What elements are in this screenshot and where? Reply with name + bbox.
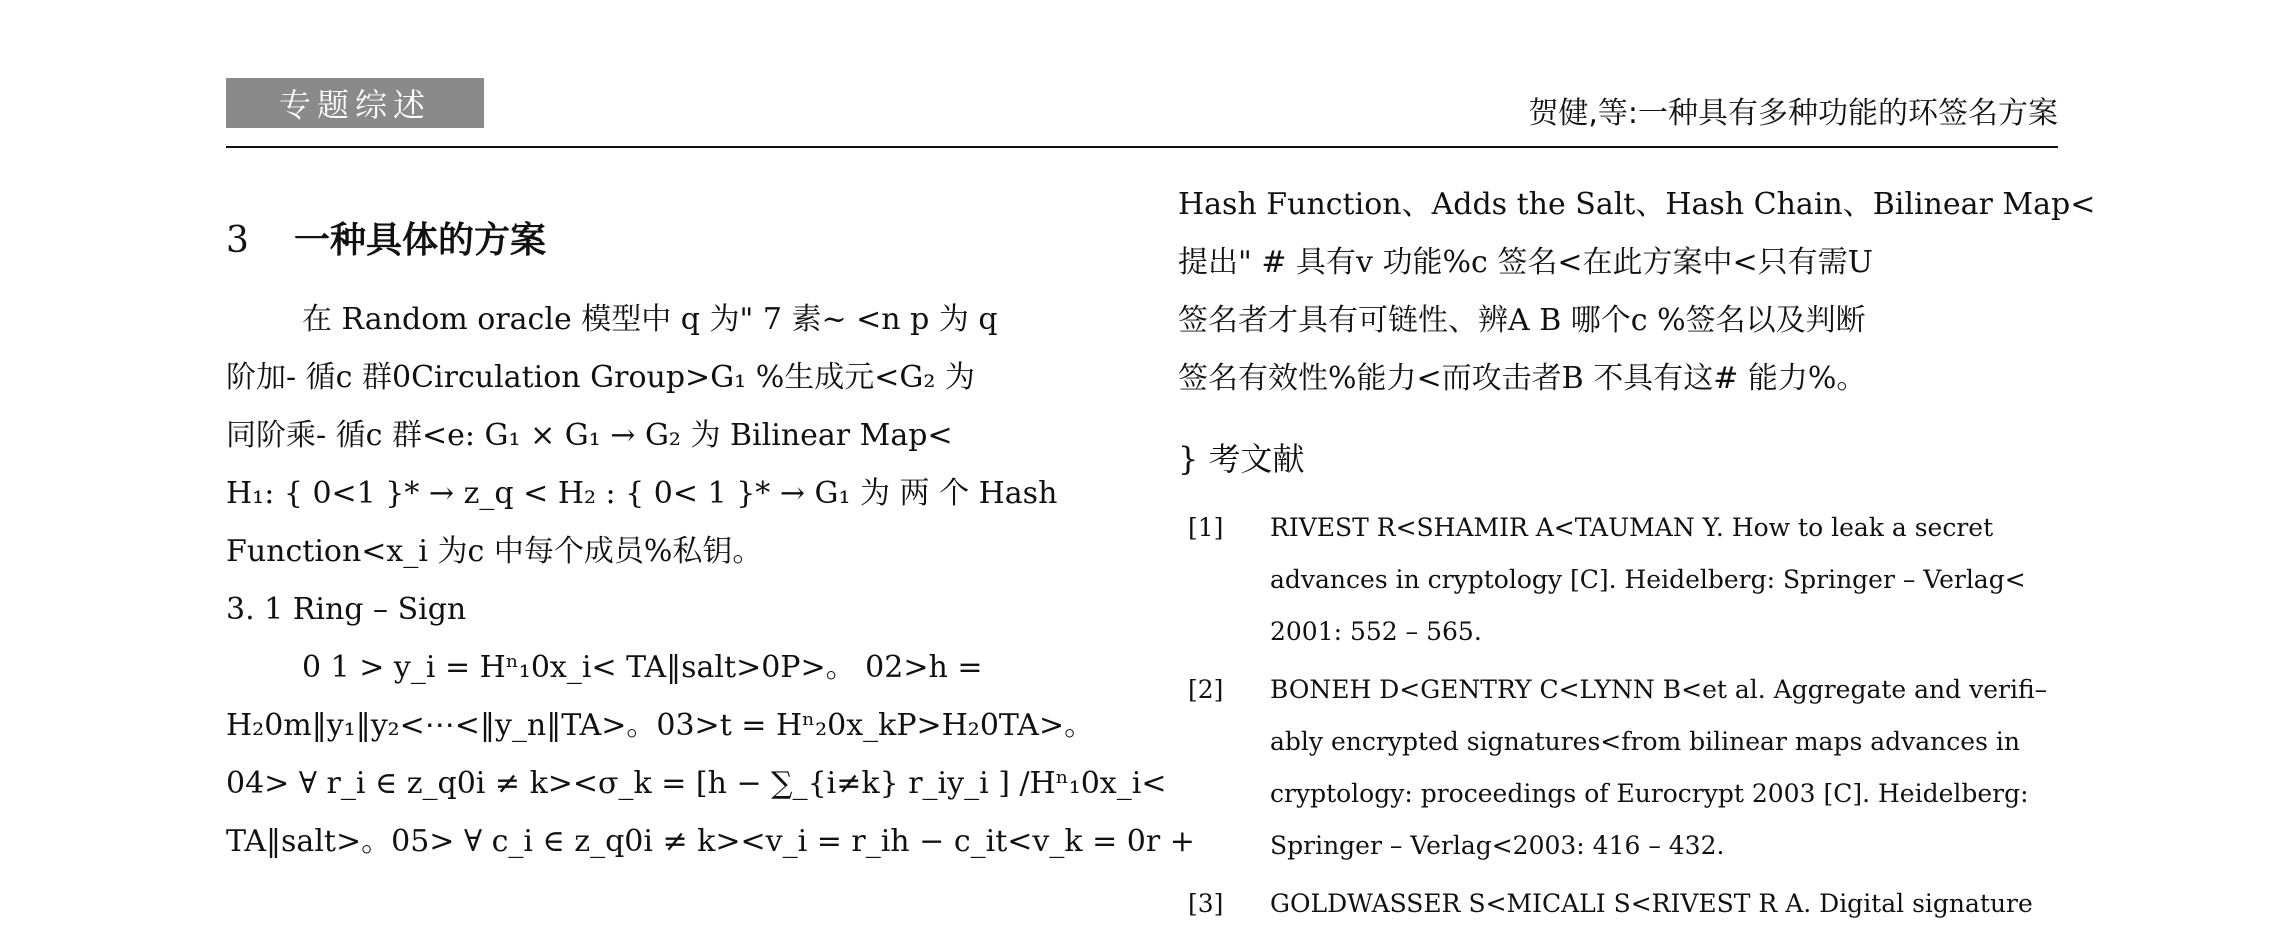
paragraph-line: 签名者才具有可链性、辨A B 哪个c %签名以及判断 [1178, 303, 1866, 338]
reference-item [1178, 664, 2058, 872]
reference-line: cryptology: proceedings of Eurocrypt 2003 [C]. Heidelberg: [1270, 779, 2029, 808]
section-number: 3 [226, 220, 249, 261]
paragraph-line: Hash Function、Adds the Salt、Hash Chain、Bilinear Map< [1178, 187, 2096, 222]
left-column [226, 176, 1195, 871]
running-title: 贺健,等:一种具有多种功能的环签名方案 [1528, 96, 2058, 131]
continuation-paragraph [1178, 176, 2096, 408]
section-title: 一种具体的方案 [294, 220, 547, 261]
paragraph-line: 签名有效性%能力<而攻击者B 不具有这# 能力%。 [1178, 361, 1867, 396]
sign-steps [226, 639, 1195, 871]
reference-index: [3] [1188, 889, 1224, 918]
reference-line: Springer – Verlag<2003: 416 – 432. [1270, 831, 1725, 860]
reference-line: 2001: 552 – 565. [1270, 617, 1482, 646]
subsection-heading: 3. 1 Ring – Sign [226, 592, 467, 627]
paragraph-line: 提出" # 具有v 功能%c 签名<在此方案中<只有需U [1178, 245, 1873, 280]
paragraph-line: 在 Random oracle 模型中 q 为" 7 素~ <n p 为 q [302, 302, 998, 337]
reference-line: GOLDWASSER S<MICALI S<RIVEST R A. Digital signature [1270, 889, 2033, 918]
paragraph-line: H₁: { 0<1 }* → z_q < H₂ : { 0< 1 }* → G₁ 为 两 个 Hash [226, 476, 1058, 511]
references-heading: } 考文献 [1178, 440, 1305, 478]
header-rule [226, 146, 2058, 148]
reference-line: RIVEST R<SHAMIR A<TAUMAN Y. How to leak a secret [1270, 513, 1994, 542]
reference-line: advances in cryptology [C]. Heidelberg: Springer – Verlag< [1270, 565, 2026, 594]
reference-line: ably encrypted signatures<from bilinear maps advances in [1270, 727, 2020, 756]
paragraph-line: 0 1 > y_i = Hⁿ₁0x_i< TA‖salt>0P>。 02>h = [302, 650, 983, 685]
section-heading [226, 212, 1106, 263]
paragraph-line: TA‖salt>。05> ∀ c_i ∈ z_q0i ≠ k><v_i = r_ih − c_it<v_k = 0r + [226, 824, 1195, 859]
paragraph-line: 同阶乘- 循c 群<e: G₁ × G₁ → G₂ 为 Bilinear Map< [226, 418, 953, 453]
paragraph-line: 阶加- 循c 群0Circulation Group>G₁ %生成元<G₂ 为 [226, 360, 975, 395]
section-tag: 专题综述 [226, 78, 484, 128]
paragraph-line: Function<x_i 为c 中每个成员%私钥。 [226, 534, 763, 569]
right-column [1178, 176, 2096, 936]
reference-list [1178, 502, 2058, 930]
paragraph-line: H₂0m‖y₁‖y₂<⋯<‖y_n‖TA>。03>t = Hⁿ₂0x_kP>H₂0TA>。 [226, 708, 1095, 743]
reference-item [1178, 878, 2058, 930]
reference-index: [2] [1188, 675, 1224, 704]
reference-item [1178, 502, 2058, 658]
intro-paragraph [226, 291, 1106, 581]
reference-index: [1] [1188, 513, 1224, 542]
reference-line: BONEH D<GENTRY C<LYNN B<et al. Aggregate and verifi– [1270, 675, 2048, 704]
paragraph-line: 04> ∀ r_i ∈ z_q0i ≠ k><σ_k = [h − ∑_{i≠k} r_iy_i ] /Hⁿ₁0x_i< [226, 766, 1167, 801]
